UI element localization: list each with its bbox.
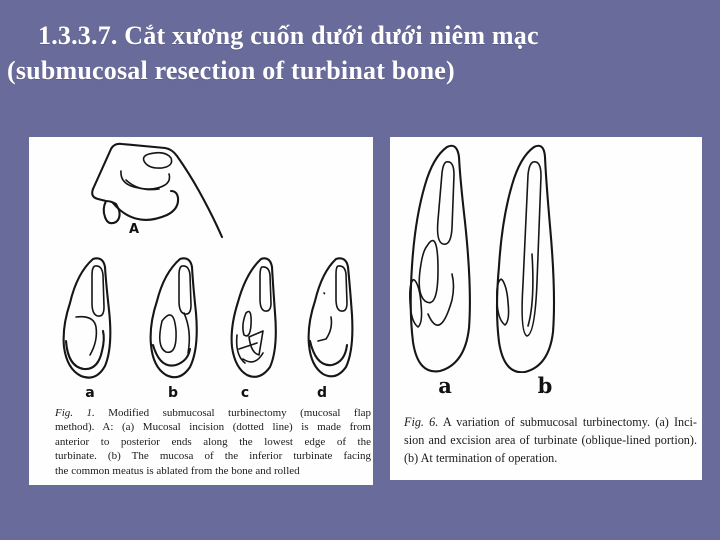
- fig1-section-d: [309, 258, 353, 376]
- fig1-caption-line-5: the common meatus is ablated from the bone and rolled: [55, 464, 300, 477]
- fig1-caption-line-2: method). A: (a) Mucosal incision (dotted line) is made from: [55, 421, 371, 434]
- fig1-caption-line-1-text: Modified submucosal turbinectomy (mucosal flap: [108, 407, 372, 419]
- fig6-caption-line-1-text: A variation of submucosal turbinectomy. (a) Inci-: [442, 415, 697, 429]
- fig6-caption-line-3: (b) At termination of operation.: [404, 451, 558, 465]
- fig6-caption-line-2: sion and excision area of turbinate (oblique-lined portion).: [404, 433, 697, 447]
- fig1-caption-line-4: turbinate. (b) The mucosa of the inferior turbinate facing: [55, 450, 371, 463]
- fig6-caption-line-1: [404, 413, 697, 431]
- fig6-illustration: [390, 137, 702, 373]
- slide-title-line-1: 1.3.3.7. Cắt xương cuốn dưới dưới niêm mạc: [38, 21, 539, 50]
- fig6-label-a: a: [438, 373, 452, 398]
- slide-title-line-2: (submucosal resection of turbinat bone): [7, 56, 455, 85]
- fig1-label-d: d: [316, 385, 328, 401]
- fig6-section-a: [410, 146, 470, 372]
- fig1-section-c: [232, 258, 276, 376]
- fig1-caption: [55, 406, 371, 478]
- fig1-label-b: b: [167, 385, 179, 401]
- right-figure-panel: [390, 137, 702, 480]
- fig1-caption-line-1: [55, 406, 371, 420]
- fig1-illustration: [29, 137, 373, 405]
- fig1-sagittal-view: [92, 144, 222, 237]
- fig6-caption-fig-label: Fig. 6.: [404, 415, 439, 429]
- fig1-view-label-A: A: [129, 222, 140, 237]
- fig6-section-b: [497, 146, 554, 373]
- left-figure-panel: [29, 137, 373, 485]
- fig1-caption-fig-label: Fig. 1.: [55, 407, 95, 419]
- fig6-caption: [404, 413, 697, 467]
- fig1-section-b: [151, 258, 197, 377]
- fig6-label-b: b: [537, 373, 553, 398]
- fig1-label-a: a: [85, 385, 95, 401]
- fig1-caption-line-3: anterior to posterior ends along the lowest edge of the: [55, 435, 371, 448]
- fig1-label-c: c: [240, 385, 250, 401]
- fig1-section-a: [64, 258, 111, 377]
